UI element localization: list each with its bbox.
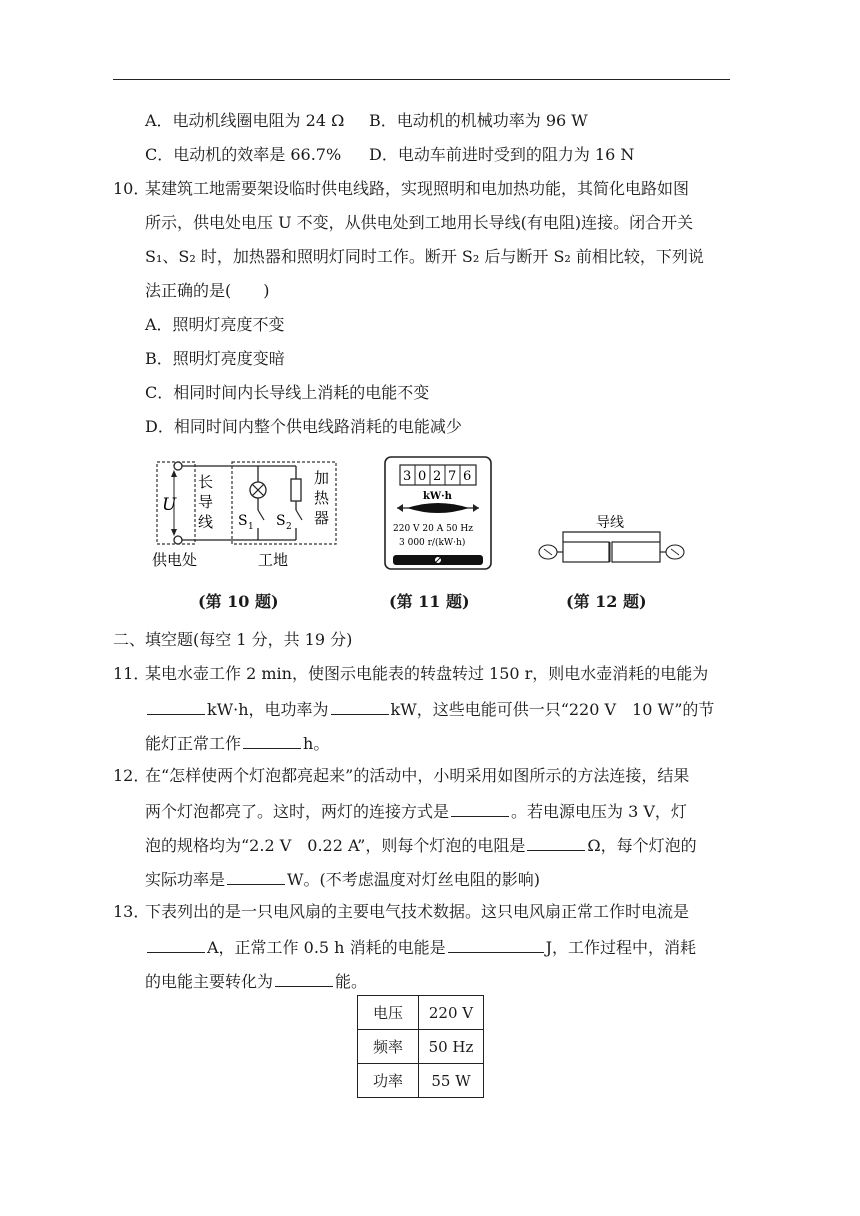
fig10-label-u: U	[162, 495, 177, 515]
q12-line	[145, 868, 540, 890]
q13-text: 能。	[335, 972, 368, 991]
q11-text: kW·h，电功率为	[207, 700, 329, 719]
q10-line: 法正确的是( )	[145, 281, 270, 300]
fig10-label-s2: S	[276, 513, 286, 529]
fig12-bulbs-diagram	[530, 512, 690, 572]
q11-text: 能灯正常工作	[145, 734, 242, 753]
meter-spec: 220 V 20 A 50 Hz	[393, 524, 473, 534]
fig10-label-s2-sub: 2	[286, 522, 292, 532]
q10-number: 10．	[113, 179, 150, 198]
fig10-label-heater: 热	[314, 489, 330, 507]
fig10-label-s1: S	[238, 513, 248, 529]
fig10-label-heater: 加	[314, 469, 330, 487]
q13-text: 的电能主要转化为	[145, 972, 274, 991]
q11-line	[145, 732, 329, 754]
header-rule	[113, 79, 730, 80]
meter-digit: 2	[433, 469, 442, 484]
answer-blank[interactable]	[227, 868, 285, 885]
table-row	[358, 1064, 484, 1098]
q11-text: kW，这些电能可供一只“220 V 10 W”的节	[390, 700, 715, 719]
q13-line	[145, 970, 367, 992]
q9-option-a: A．电动机线圈电阻为 24 Ω	[145, 111, 345, 130]
fig11-energy-meter	[383, 455, 495, 573]
q12-text: W。(不考虑温度对灯丝电阻的影响)	[287, 870, 540, 889]
meter-unit: kW·h	[423, 491, 452, 502]
answer-blank[interactable]	[331, 698, 389, 715]
table-cell-value: 55 W	[419, 1064, 484, 1098]
fig10-label-heater: 器	[314, 509, 330, 527]
q10-line: S₁、S₂ 时，加热器和照明灯同时工作。断开 S₂ 后与断开 S₂ 前相比较，下列说	[145, 247, 704, 266]
q10-option-d: D．相同时间内整个供电线路消耗的电能减少	[145, 417, 462, 436]
q13-line: 下表列出的是一只电风扇的主要电气技术数据。这只电风扇正常工作时电流是	[145, 902, 690, 921]
q11-line: 某电水壶工作 2 min，使图示电能表的转盘转过 150 r，则电水壶消耗的电能为	[145, 664, 709, 683]
fig10-caption: (第 10 题)	[198, 592, 279, 611]
meter-digit: 3	[403, 469, 412, 484]
q12-text: 实际功率是	[145, 870, 226, 889]
table-cell-key: 电压	[358, 996, 419, 1030]
answer-blank[interactable]	[147, 698, 205, 715]
q13-line	[145, 936, 696, 958]
meter-spec: 3 000 r/(kW·h)	[399, 538, 466, 548]
answer-blank[interactable]	[243, 732, 301, 749]
meter-digit: 6	[463, 469, 472, 484]
table-cell-value: 220 V	[419, 996, 484, 1030]
q9-option-d: D．电动车前进时受到的阻力为 16 N	[369, 145, 635, 164]
q12-text: 泡的规格均为“2.2 V 0.22 A”，则每个灯泡的电阻是	[145, 836, 526, 855]
q10-option-b: B．照明灯亮度变暗	[145, 349, 285, 368]
q9-option-c: C．电动机的效率是 66.7%	[145, 145, 342, 164]
fan-spec-table	[357, 995, 484, 1098]
table-cell-value: 50 Hz	[419, 1030, 484, 1064]
fig11-caption: (第 11 题)	[389, 592, 470, 611]
q13-text: A，正常工作 0.5 h 消耗的电能是	[207, 938, 446, 957]
q9-option-b: B．电动机的机械功率为 96 W	[369, 111, 588, 130]
q13-text: J，工作过程中，消耗	[545, 938, 696, 957]
fig10-circuit-diagram	[150, 455, 350, 575]
table-cell-key: 功率	[358, 1064, 419, 1098]
q12-text: 。若电源电压为 3 V，灯	[511, 802, 687, 821]
meter-digit: 7	[448, 469, 457, 484]
answer-blank[interactable]	[451, 800, 509, 817]
table-row	[358, 996, 484, 1030]
answer-blank[interactable]	[147, 936, 205, 953]
q10-option-c: C．相同时间内长导线上消耗的电能不变	[145, 383, 430, 402]
fig12-label-wire: 导线	[596, 515, 624, 531]
fig10-label-wire: 线	[198, 513, 214, 531]
answer-blank[interactable]	[527, 834, 585, 851]
q11-text: h。	[303, 734, 330, 753]
q12-text: 两个灯泡都亮了。这时，两灯的连接方式是	[145, 802, 450, 821]
q10-line: 所示，供电处电压 U 不变，从供电处到工地用长导线(有电阻)连接。闭合开关	[145, 213, 694, 232]
fig10-label-site: 工地	[258, 551, 289, 569]
q13-number: 13．	[113, 902, 150, 921]
meter-digit: 0	[418, 469, 427, 484]
table-cell-key: 频率	[358, 1030, 419, 1064]
answer-blank[interactable]	[448, 936, 544, 953]
q12-line	[145, 834, 697, 856]
fig10-label-wire: 长	[198, 473, 214, 491]
table-row	[358, 1030, 484, 1064]
q12-number: 12．	[113, 766, 150, 785]
fig10-label-wire: 导	[198, 493, 214, 511]
q12-text: Ω，每个灯泡的	[587, 836, 697, 855]
q12-line: 在“怎样使两个灯泡都亮起来”的活动中，小明采用如图所示的方法连接，结果	[145, 766, 690, 785]
fig12-caption: (第 12 题)	[566, 592, 647, 611]
q10-option-a: A．照明灯亮度不变	[145, 315, 285, 334]
q12-line	[145, 800, 687, 822]
fig10-label-supply: 供电处	[152, 551, 198, 569]
q11-line	[145, 698, 714, 720]
fig10-label-s1-sub: 1	[248, 522, 254, 532]
q10-line: 某建筑工地需要架设临时供电线路，实现照明和电加热功能，其简化电路如图	[145, 179, 690, 198]
section-title: 二、填空题(每空 1 分，共 19 分)	[113, 630, 353, 649]
answer-blank[interactable]	[275, 970, 333, 987]
q11-number: 11．	[113, 664, 150, 683]
